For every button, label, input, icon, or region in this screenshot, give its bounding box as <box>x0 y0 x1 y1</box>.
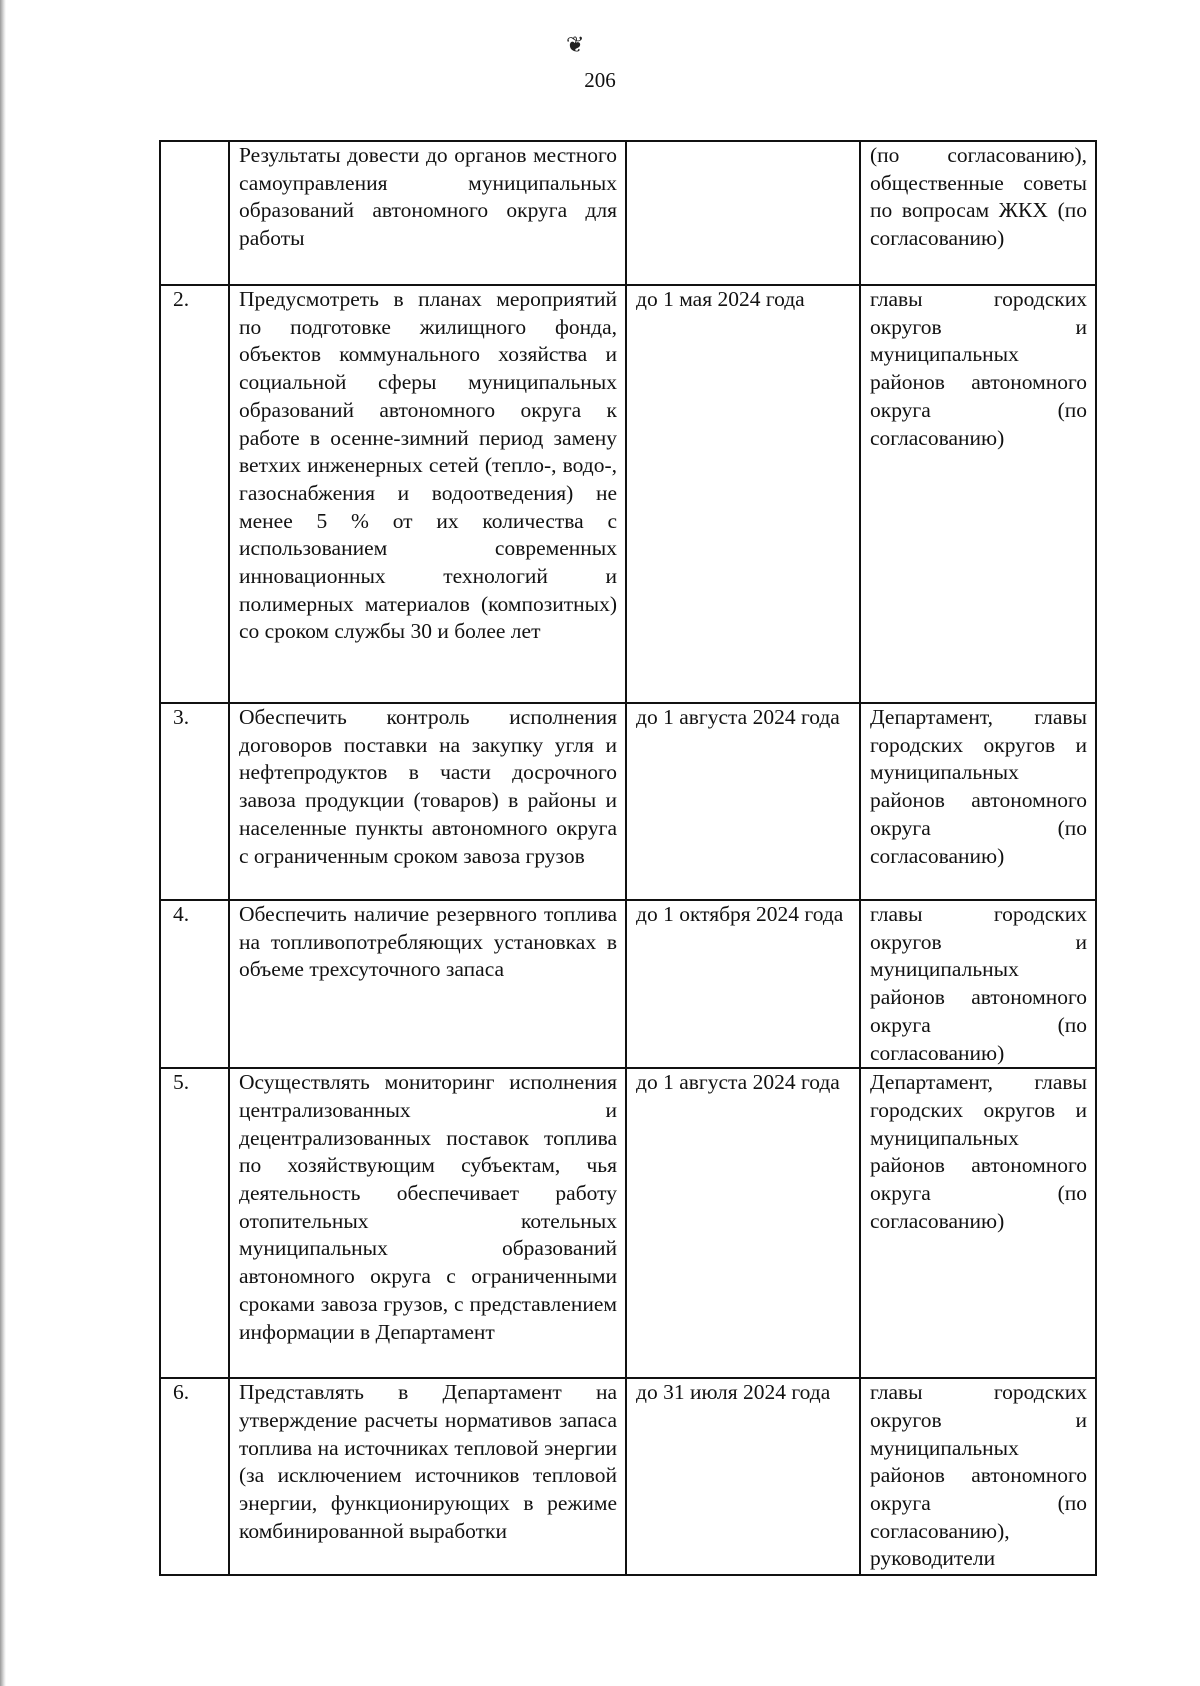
deadline-cell: до 1 августа 2024 года <box>626 703 860 900</box>
row-number: 4. <box>160 900 229 1068</box>
table-row <box>160 1378 1096 1575</box>
page-mark: ❦ <box>566 32 585 57</box>
row-number: 5. <box>160 1068 229 1378</box>
action-cell: Предусмотреть в планах мероприятий по подготовке жилищного фонда, объектов коммунального хозяйства и социальной сферы муниципальных образований автономного округа к работе в осенне-зимний период замену ветхих инженерных сетей (тепло-, водо-, газоснабжения и водоотведения) не менее 5 % от их количества с использованием современных инновационных технологий и полимерных материалов (композитных) со сроком службы 30 и более лет <box>229 285 626 703</box>
table-row <box>160 703 1096 900</box>
responsible-cell: Департамент, главы городских округов и муниципальных районов автономного округа (по согласованию) <box>860 1068 1096 1378</box>
deadline-cell: до 1 мая 2024 года <box>626 285 860 703</box>
deadline-cell <box>626 141 860 285</box>
row-number <box>160 141 229 285</box>
scan-edge-shadow <box>0 0 6 1686</box>
deadline-cell: до 1 августа 2024 года <box>626 1068 860 1378</box>
table-row <box>160 1068 1096 1378</box>
action-cell: Представлять в Департамент на утверждение расчеты нормативов запаса топлива на источниках тепловой энергии (за исключением источников тепловой энергии, функционирующих в режиме комбинированной выработки <box>229 1378 626 1575</box>
deadline-cell: до 31 июля 2024 года <box>626 1378 860 1575</box>
deadline-cell: до 1 октября 2024 года <box>626 900 860 1068</box>
action-cell: Обеспечить контроль исполнения договоров поставки на закупку угля и нефтепродуктов в части досрочного завоза продукции (товаров) в районы и населенные пункты автономного округа с ограниченным сроком завоза грузов <box>229 703 626 900</box>
measures-table <box>159 140 1097 1576</box>
table-row <box>160 285 1096 703</box>
row-number: 3. <box>160 703 229 900</box>
page-number: 206 <box>584 68 616 92</box>
responsible-cell: Департамент, главы городских округов и муниципальных районов автономного округа (по согласованию) <box>860 703 1096 900</box>
responsible-cell: главы городских округов и муниципальных районов автономного округа (по согласованию) <box>860 900 1096 1068</box>
action-cell: Обеспечить наличие резервного топлива на топливопотребляющих установках в объеме трехсуточного запаса <box>229 900 626 1068</box>
action-cell: Результаты довести до органов местного самоуправления муниципальных образований автономного округа для работы <box>229 141 626 285</box>
row-number: 6. <box>160 1378 229 1575</box>
responsible-cell: главы городских округов и муниципальных районов автономного округа (по согласованию) <box>860 285 1096 703</box>
responsible-cell: (по согласованию), общественные советы по вопросам ЖКХ (по согласованию) <box>860 141 1096 285</box>
action-cell: Осуществлять мониторинг исполнения централизованных и децентрализованных поставок топлива по хозяйствующим субъектам, чья деятельность обеспечивает работу отопительных котельных муниципальных образований автономного округа с ограниченными сроками завоза грузов, с представлением информации в Департамент <box>229 1068 626 1378</box>
responsible-cell: главы городских округов и муниципальных районов автономного округа (по согласованию), руководители <box>860 1378 1096 1575</box>
row-number: 2. <box>160 285 229 703</box>
table-row <box>160 141 1096 285</box>
table-row <box>160 900 1096 1068</box>
